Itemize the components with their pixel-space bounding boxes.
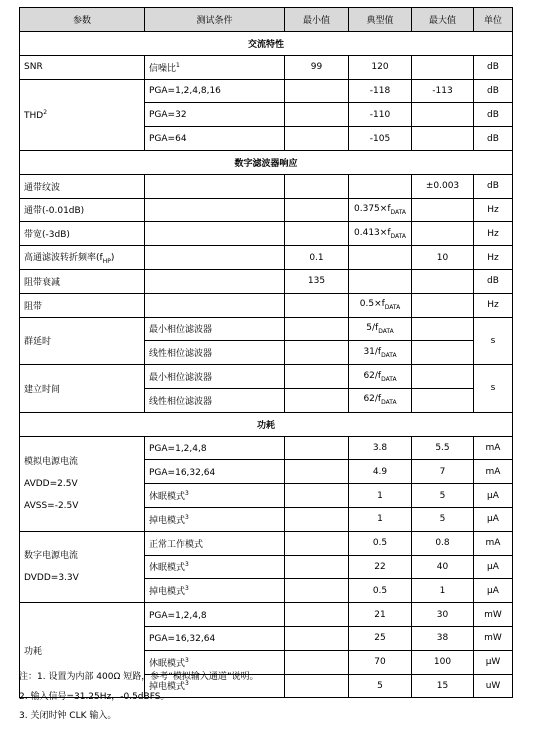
typ-cell [349, 246, 412, 270]
max-cell [412, 388, 474, 412]
min-cell [285, 198, 349, 222]
max-cell: 1 [412, 579, 474, 603]
min-cell: 99 [285, 55, 349, 79]
typ-cell: $62/f_{DATA}$ [349, 388, 412, 412]
param-cell: THD$^2$ [20, 79, 145, 150]
cond-cell: 休眠模式$^3$ [145, 484, 285, 508]
unit-cell: μA [474, 507, 513, 531]
min-cell [285, 650, 349, 674]
unit-cell: dB [474, 103, 513, 127]
typ-cell: $0.413\times f_{DATA}$ [349, 222, 412, 246]
param-cell: 高通滤波转折频率$(f_{HP})$ [20, 246, 145, 270]
unit-cell: mW [474, 626, 513, 650]
table-row [20, 531, 513, 555]
typ-cell: -118 [349, 79, 412, 103]
min-cell [285, 388, 349, 412]
max-cell: 30 [412, 603, 474, 627]
unit-cell: dB [474, 127, 513, 151]
table-row [20, 269, 513, 293]
unit-cell: μA [474, 484, 513, 508]
max-cell [412, 103, 474, 127]
cond-cell: 掉电模式$^3$ [145, 579, 285, 603]
table-row [20, 174, 513, 198]
cond-cell: PGA=1,2,4,8 [145, 436, 285, 460]
section-title-power: 功耗 [20, 412, 513, 436]
section-row-ac [20, 32, 513, 56]
footnote-3: 3. 关闭时钟 CLK 输入。 [19, 711, 117, 721]
typ-cell: 21 [349, 603, 412, 627]
section-row-filter [20, 150, 513, 174]
unit-cell: dB [474, 174, 513, 198]
max-cell [412, 269, 474, 293]
header-min: 最小值 [285, 8, 349, 32]
unit-cell: Hz [474, 246, 513, 270]
min-cell [285, 555, 349, 579]
footnote-2: 2. 输入信号=31.25Hz，-0.5dBFS。 [19, 691, 170, 702]
header-unit: 单位 [474, 8, 513, 32]
max-cell [412, 127, 474, 151]
param-cell: 通带纹波 [20, 174, 145, 198]
typ-cell [349, 174, 412, 198]
max-cell: 7 [412, 460, 474, 484]
unit-cell: μW [474, 650, 513, 674]
cond-cell: PGA=16,32,64 [145, 626, 285, 650]
typ-cell: $31/f_{DATA}$ [349, 341, 412, 365]
typ-cell: $0.5\times f_{DATA}$ [349, 293, 412, 317]
min-cell [285, 103, 349, 127]
unit-cell: dB [474, 79, 513, 103]
min-cell [285, 484, 349, 508]
section-title-filter: 数字滤波器响应 [20, 150, 513, 174]
max-cell [412, 341, 474, 365]
min-cell [285, 460, 349, 484]
cond-cell [145, 269, 285, 293]
cond-cell: 正常工作模式 [145, 531, 285, 555]
typ-cell: 0.5 [349, 579, 412, 603]
header-row [20, 8, 513, 32]
typ-cell: -110 [349, 103, 412, 127]
cond-cell: 休眠模式$^3$ [145, 555, 285, 579]
typ-cell: $5/f_{DATA}$ [349, 317, 412, 341]
table-row [20, 603, 513, 627]
table-row [20, 436, 513, 460]
unit-cell: uW [474, 674, 513, 698]
max-cell [412, 222, 474, 246]
max-cell: 15 [412, 674, 474, 698]
max-cell [412, 198, 474, 222]
cond-cell [145, 222, 285, 246]
typ-cell: 1 [349, 484, 412, 508]
min-cell [285, 79, 349, 103]
header-cond: 测试条件 [145, 8, 285, 32]
max-cell: 10 [412, 246, 474, 270]
min-cell [285, 531, 349, 555]
min-cell [285, 317, 349, 341]
min-cell [285, 507, 349, 531]
param-cell: 阻带 [20, 293, 145, 317]
max-cell [412, 365, 474, 389]
unit-cell: Hz [474, 293, 513, 317]
param-cell: 带宽(-3dB) [20, 222, 145, 246]
max-cell: 5 [412, 484, 474, 508]
cond-cell: PGA=32 [145, 103, 285, 127]
cond-cell [145, 198, 285, 222]
typ-cell: 70 [349, 650, 412, 674]
unit-cell: mW [474, 603, 513, 627]
typ-cell: $0.375\times f_{DATA}$ [349, 198, 412, 222]
param-cell: 阻带衰减 [20, 269, 145, 293]
max-cell [412, 55, 474, 79]
typ-cell: 3.8 [349, 436, 412, 460]
cond-cell: 休眠模式$^3$ [145, 650, 285, 674]
unit-cell: mA [474, 531, 513, 555]
cond-cell: 线性相位滤波器 [145, 341, 285, 365]
section-title-ac: 交流特性 [20, 32, 513, 56]
min-cell [285, 603, 349, 627]
min-cell [285, 436, 349, 460]
min-cell [285, 293, 349, 317]
spec-table [19, 7, 513, 698]
min-cell: 135 [285, 269, 349, 293]
param-cell: 模拟电源电流 AVDD=2.5V AVSS=-2.5V [20, 436, 145, 531]
footnote-1: 注：1. 设置为内部 400Ω 短路，参考“模拟输入通道”说明。 [19, 672, 259, 682]
min-cell [285, 127, 349, 151]
max-cell [412, 317, 474, 341]
unit-cell: s [474, 365, 513, 413]
min-cell [285, 222, 349, 246]
param-cell: 功耗 [20, 603, 145, 698]
max-cell: 100 [412, 650, 474, 674]
typ-cell: 0.5 [349, 531, 412, 555]
cond-cell: PGA=64 [145, 127, 285, 151]
max-cell [412, 293, 474, 317]
unit-cell: s [474, 317, 513, 365]
cond-cell: 线性相位滤波器 [145, 388, 285, 412]
cond-cell: 最小相位滤波器 [145, 365, 285, 389]
typ-cell: 22 [349, 555, 412, 579]
param-cell: 群延时 [20, 317, 145, 365]
max-cell: -113 [412, 79, 474, 103]
max-cell: 38 [412, 626, 474, 650]
cond-cell: PGA=16,32,64 [145, 460, 285, 484]
table-row [20, 79, 513, 103]
section-row-power [20, 412, 513, 436]
table-row [20, 293, 513, 317]
cond-cell: 最小相位滤波器 [145, 317, 285, 341]
typ-cell: 4.9 [349, 460, 412, 484]
cond-cell [145, 246, 285, 270]
unit-cell: mA [474, 460, 513, 484]
typ-cell [349, 269, 412, 293]
typ-cell: 25 [349, 626, 412, 650]
table-row [20, 365, 513, 389]
min-cell [285, 365, 349, 389]
typ-cell: 120 [349, 55, 412, 79]
min-cell [285, 174, 349, 198]
header-param: 参数 [20, 8, 145, 32]
max-cell: 5 [412, 507, 474, 531]
cond-cell [145, 174, 285, 198]
unit-cell: Hz [474, 222, 513, 246]
max-cell: 0.8 [412, 531, 474, 555]
max-cell: 5.5 [412, 436, 474, 460]
typ-cell: 1 [349, 507, 412, 531]
header-typ: 典型值 [349, 8, 412, 32]
table-row [20, 198, 513, 222]
min-cell [285, 626, 349, 650]
unit-cell: mA [474, 436, 513, 460]
cond-cell: PGA=1,2,4,8 [145, 603, 285, 627]
table-row [20, 222, 513, 246]
min-cell [285, 579, 349, 603]
table-row [20, 246, 513, 270]
cond-cell [145, 293, 285, 317]
min-cell [285, 674, 349, 698]
min-cell: 0.1 [285, 246, 349, 270]
typ-cell: $62/f_{DATA}$ [349, 365, 412, 389]
unit-cell: dB [474, 55, 513, 79]
typ-cell: -105 [349, 127, 412, 151]
cond-cell: 掉电模式$^3$ [145, 507, 285, 531]
unit-cell: dB [474, 269, 513, 293]
param-cell: 建立时间 [20, 365, 145, 413]
max-cell: 40 [412, 555, 474, 579]
unit-cell: μA [474, 579, 513, 603]
table-row [20, 55, 513, 79]
cond-cell: 掉电模式$^3$ [145, 674, 285, 698]
footnotes [19, 668, 259, 727]
param-cell: SNR [20, 55, 145, 79]
header-max: 最大值 [412, 8, 474, 32]
typ-cell: 5 [349, 674, 412, 698]
param-cell: 通带(-0.01dB) [20, 198, 145, 222]
min-cell [285, 341, 349, 365]
param-cell: 数字电源电流 DVDD=3.3V [20, 531, 145, 602]
cond-cell: 信噪比$^1$ [145, 55, 285, 79]
max-cell: ±0.003 [412, 174, 474, 198]
unit-cell: Hz [474, 198, 513, 222]
cond-cell: PGA=1,2,4,8,16 [145, 79, 285, 103]
unit-cell: μA [474, 555, 513, 579]
table-row [20, 317, 513, 341]
